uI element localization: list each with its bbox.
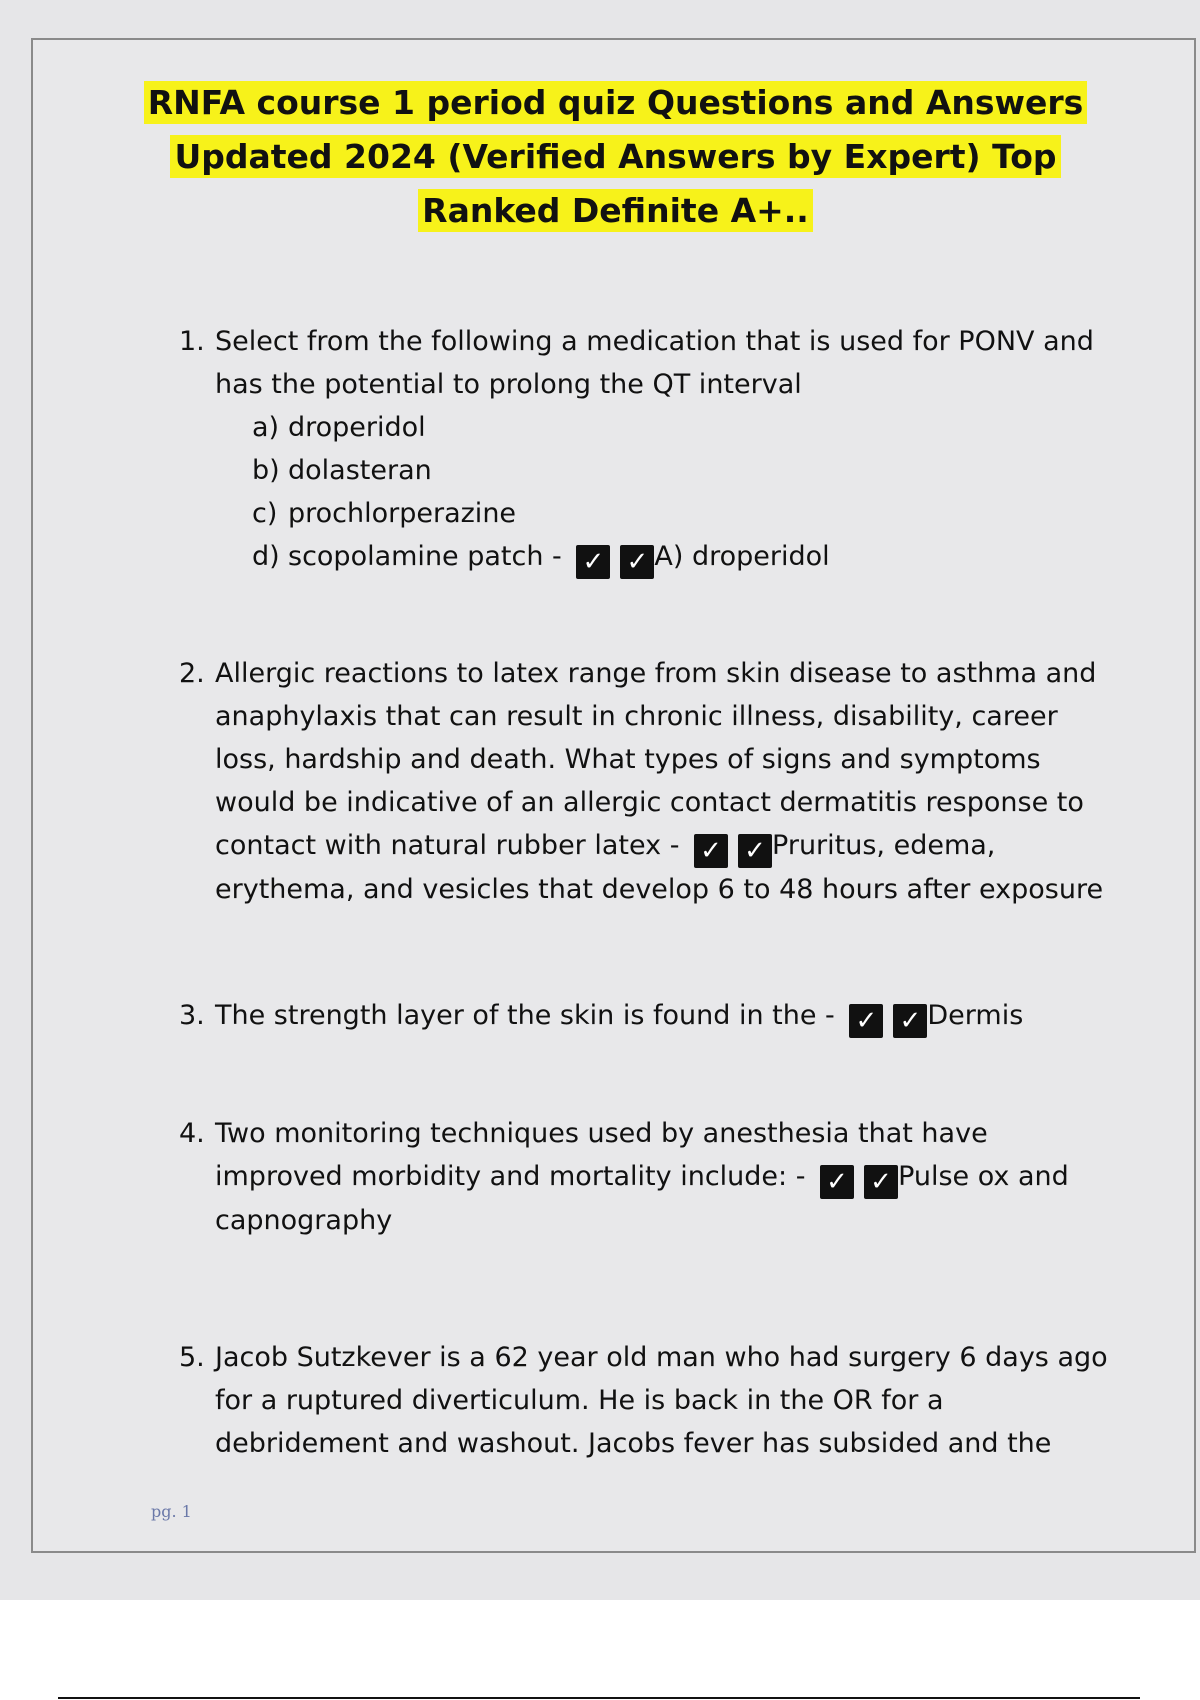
question-number: 3. (179, 1000, 205, 1031)
checkmark-icon: ✓ (694, 834, 728, 868)
option-text: droperidol (288, 412, 426, 443)
question-text: Allergic reactions to latex range from skin disease to asthma and anaphylaxis that can result in chronic illness, disability, career loss, hardship and death. What types of signs and symptoms would be indicative of an allergic contact dermatitis response to contact with natural rubber latex - (215, 658, 1097, 861)
question-text: Select from the following a medication that is used for PONV and has the potential to prolong the QT interval (215, 326, 1094, 400)
option-c (215, 492, 1119, 535)
question-number: 5. (179, 1342, 205, 1373)
document-page (31, 38, 1196, 1553)
document-title (33, 76, 1198, 238)
answer-text: Dermis (927, 1000, 1024, 1031)
option-b (215, 449, 1119, 492)
question-3 (179, 994, 1119, 1038)
option-letter: d) (252, 541, 280, 572)
option-a (215, 406, 1119, 449)
option-letter: c) (252, 498, 278, 529)
question-text: The strength layer of the skin is found in the - (215, 1000, 835, 1031)
option-text: dolasteran (288, 455, 432, 486)
question-5 (179, 1336, 1119, 1465)
bottom-divider (58, 1697, 1140, 1699)
question-1 (179, 320, 1119, 579)
option-d (215, 535, 1119, 579)
title-line-2: Updated 2024 (Verified Answers by Expert) Top (170, 135, 1060, 178)
answer-text: Pruritus, edema, erythema, and vesicles that develop 6 to 48 hours after exposure (215, 830, 1104, 905)
title-line-1: RNFA course 1 period quiz Questions and Answers (144, 81, 1088, 124)
question-number: 1. (179, 326, 205, 357)
checkmark-icon: ✓ (864, 1165, 898, 1199)
checkmark-icon: ✓ (576, 545, 610, 579)
checkmark-icon: ✓ (893, 1004, 927, 1038)
checkmark-icon: ✓ (849, 1004, 883, 1038)
option-text: scopolamine patch - (288, 541, 562, 572)
question-text: Jacob Sutzkever is a 62 year old man who had surgery 6 days ago for a ruptured diverticulum. He is back in the OR for a debridement and washout. Jacobs fever has subsided and the (215, 1342, 1108, 1459)
answer-text: Pulse ox and capnography (215, 1161, 1069, 1236)
title-line-3: Ranked Definite A+.. (418, 189, 813, 232)
question-text: Two monitoring techniques used by anesthesia that have improved morbidity and mortality include: - (215, 1118, 988, 1192)
checkmark-icon: ✓ (820, 1165, 854, 1199)
page-number-footer: pg. 1 (151, 1502, 192, 1521)
option-text: prochlorperazine (288, 498, 517, 529)
question-number: 2. (179, 658, 205, 689)
question-number: 4. (179, 1118, 205, 1149)
question-4 (179, 1112, 1119, 1242)
question-2 (179, 652, 1119, 911)
option-letter: a) (252, 412, 280, 443)
checkmark-icon: ✓ (738, 834, 772, 868)
checkmark-icon: ✓ (620, 545, 654, 579)
answer-text: A) droperidol (654, 541, 830, 572)
option-letter: b) (252, 455, 280, 486)
